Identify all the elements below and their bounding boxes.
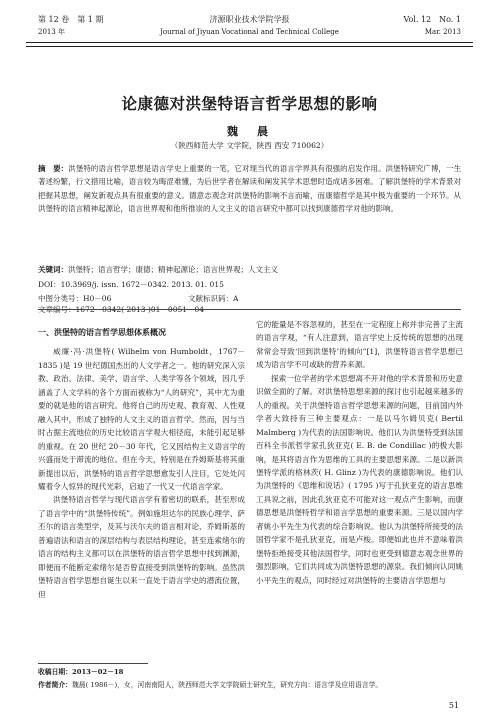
author-affiliation: （陕西师范大学 文学院，陕西 西安 710062） bbox=[170, 141, 329, 150]
body-paragraph: 探索一位学者的学术思想离不开对他的学术背景和历史意识做全面的了解。对洪堡特思想来源的探讨也引起越来越多的人的重视。关于洪堡特语言哲学思想来源的问题，目前国内外学者大致持有三种主要观点：一是以马尔姆贝克( Bertil Malmberg )为代表的法国影响说。他们认为洪堡特受到法国百科全书派哲学家孔狄亚克( E. B. de Condillac )的极大影响，是其将语言作为思维的工具的主要思想来源。二是以新洪堡特学派的格林茨( H. Glinz )为代表的康德影响说。他们认为洪堡特的《思维和说话》( 1795 )写于孔狄亚克的语言思维工具说之前，因此孔狄亚克不可能对这一观点产生影响，而康德思想是洪堡特哲学和语言学思想的重要来源。三是以国内学者姚小平先生为代表的综合影响说。他认为洪堡特所接受的法国哲学家不是孔狄亚克，而是卢梭。即便如此也并不意味着洪堡特拒绝接受其他法国哲学，同时也更受到德意志观念世界的强烈影响，它们共同成为洪堡特思想的源泉。我们倾向认同姚小平先生的观点，同时经过对洪堡特的主要语言学思想与 bbox=[256, 373, 463, 585]
abstract-separator bbox=[38, 309, 461, 310]
keywords bbox=[38, 264, 461, 276]
abstract bbox=[38, 162, 461, 216]
running-header bbox=[26, 13, 473, 49]
header-rule-thick bbox=[26, 42, 473, 43]
author-name: 魏 晨 bbox=[227, 125, 272, 138]
body-paragraph: 威廉·冯·洪堡特( Wilhelm von Humboldt，1767－1835 )是 19 世纪德国杰出的人文学者之一。他的研究深入宗教、政治、法律、美学、语言学、人类学等各个领域，因几乎涵盖了人文学科的各个方面而被称为“人的研究”，其中尤为重要的就是他的语言研究。他将自己的历史观、教育观、人性观融入其中，形成了独特的人文主义的语言哲学。然而，因与当时占据主流地位的历史比较语言学观大相径庭，未能引起足够的重视。在 20 世纪 20－30 年代，它又因结构主义语言学的兴盛而处于滞流的地位。但在今天，特别是在乔姆斯基将其重新提出以后，洪堡特的语言哲学思想愈发引人注目，它处处闪耀着令人惊异的现代光彩，启迪了一代又一代语言学家。 bbox=[38, 347, 245, 491]
abstract-text: 洪堡特的语言哲学思想是语言学史上重要的一笔，它对现当代的语言学界具有很强的启发作用。洪堡特研究广博，一生著述纷繁，行文措用比喻，语言较为晦涩难懂，为后世学者在解读和阐发其学术思想时造成诸多困难。了解洪堡特的学术背景对把握其思想，阐发新观点具有很重要的意义。德意志观念对洪堡特的影响不言而喻，而康德哲学是其中极为重要的一个环节。从洪堡特的语言精神起源论，语言世界观和他所推崇的人文主义的语言研究中都可以找到康德哲学对他的影响。 bbox=[38, 164, 461, 214]
section-heading: 一、洪堡特的语言哲学思想体系概况 bbox=[38, 327, 166, 337]
doi: DOI：10.3969/j. issn. 1672－0342. 2013. 01. 015 bbox=[38, 280, 224, 289]
page-number: 51 bbox=[448, 701, 459, 710]
right-column bbox=[256, 318, 463, 587]
clc-number: 中图分类号：H0－06 bbox=[38, 294, 112, 303]
issue-info: 第 12 卷 第 1 期 bbox=[38, 15, 104, 24]
abstract-label: 摘 要： bbox=[38, 164, 69, 173]
received-text: 收稿日期：2013－02－18 bbox=[38, 668, 124, 676]
left-column bbox=[38, 318, 245, 601]
volume-info: Vol. 12 No. 1 bbox=[403, 15, 461, 24]
year-info: 2013 年 bbox=[38, 28, 66, 36]
keywords-text: 洪堡特；语言哲学；康德；精神起源论；语言世界观；人文主义 bbox=[68, 265, 278, 274]
author-bio-label: 作者简介： bbox=[38, 681, 72, 689]
body-paragraph: 它的能量是不容忽视的，甚至在一定程度上称并非完善了主流的语言学观，“有人注意到，语言学史上反传统的思想的出现常常会导致‘回到洪堡特’的倾向”[1]，洪堡特语言哲学思想已成为语言学不可或缺的营养来源。 bbox=[256, 320, 463, 370]
article-title: 论康德对洪堡特语言哲学思想的影响 bbox=[121, 94, 378, 113]
received-date bbox=[38, 667, 461, 677]
classification-line bbox=[38, 293, 468, 315]
footnote-rule bbox=[38, 663, 148, 664]
article-number: 文章编号：1672－0342( 2013 )01－0051－04 bbox=[38, 305, 205, 314]
keywords-label: 关键词： bbox=[38, 265, 68, 274]
date-info: Mar. 2013 bbox=[424, 28, 461, 36]
author-bio bbox=[38, 680, 461, 690]
author-bio-text: 魏晨( 1986－)，女，河南南阳人，陕西师范大学文学院硕士研究生，研究方向：语言学及应用语言学。 bbox=[71, 681, 383, 689]
header-rule-thin bbox=[26, 46, 473, 47]
journal-name-en: Journal of Jiyuan Vocational and Technical College bbox=[160, 28, 339, 36]
body-paragraph: 洪堡特语言哲学与现代语言学有着密切的联系，甚至形成了语言学中的“洪堡特传统”。例如施坦达尔的民族心理学、萨丕尔的语言类型学，及其与沃尔夫的语言相对论、乔姆斯基的普遍语法和语言的深层结构与表层结构理论，甚至连索绪尔的语言的结构主义都可以在洪堡特的语言哲学思想中找到渊源，即便而不能断定索绪尔是否曾直接受到洪堡特的影响。虽然洪堡特语言哲学思想自诞生以来一直处于语言学史的潜流位置，但 bbox=[38, 495, 245, 599]
document-code: 文献标识码：A bbox=[188, 294, 239, 303]
journal-name-cn: 济源职业技术学院学报 bbox=[209, 15, 290, 24]
